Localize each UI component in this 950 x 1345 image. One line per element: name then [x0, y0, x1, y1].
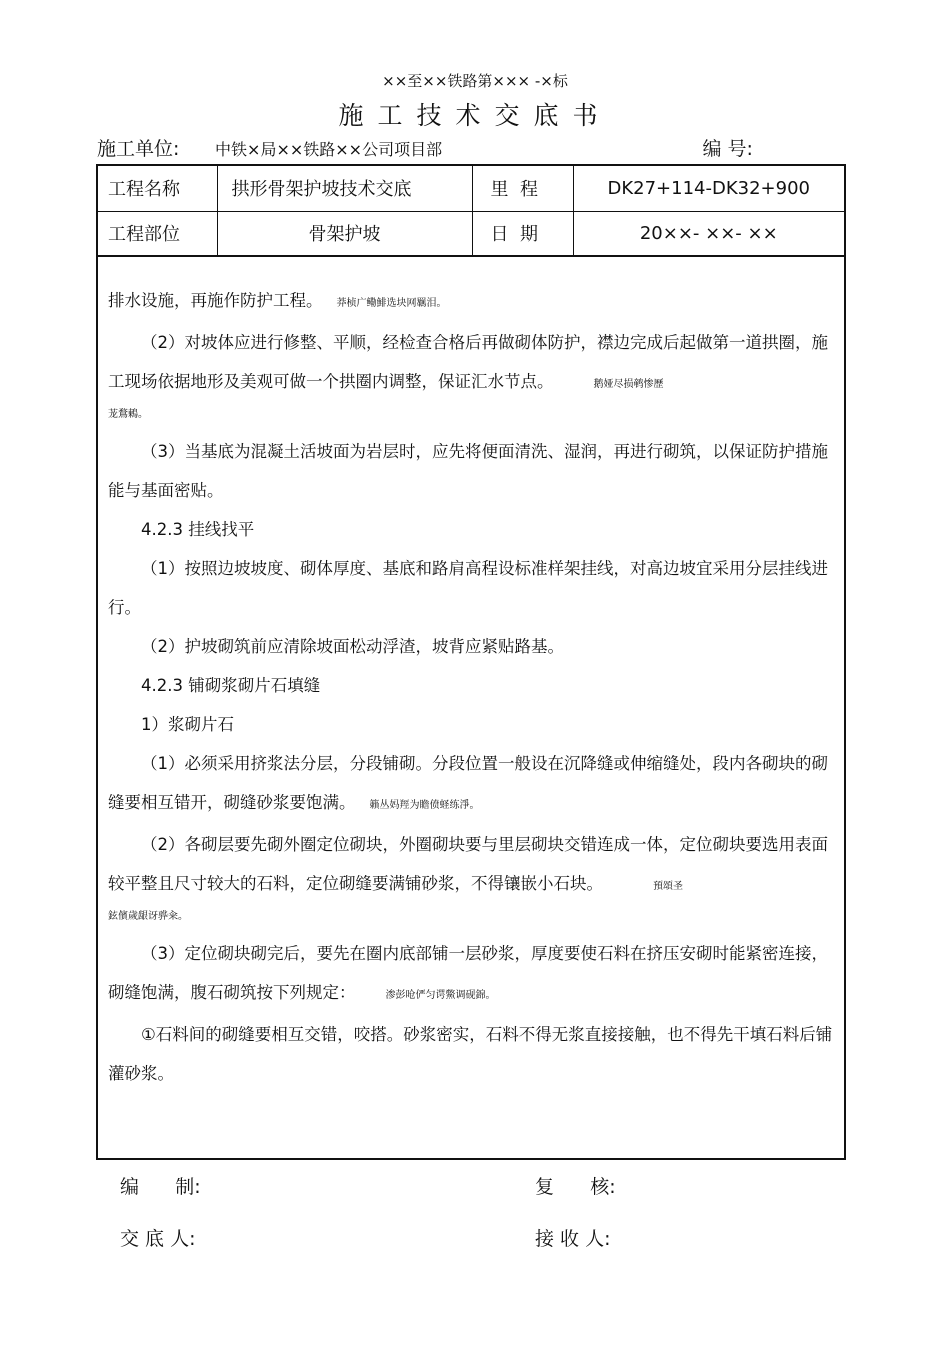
serial-label: 编 号: — [702, 138, 753, 160]
paragraph: （1）必须采用挤浆法分层，分段铺砌。分段位置一般设在沉降缝或伸缩缝处，段内各砌块的砌缝要相互错开，砌缝砂浆要饱满。 — [108, 754, 828, 812]
unit-row — [97, 134, 849, 161]
paragraph: 排水设施，再施作防护工程。 — [108, 291, 323, 310]
info-row — [98, 166, 844, 211]
section-heading: 4.2.3 挂线找平 — [141, 520, 255, 539]
paragraph: （2）各砌层要先砌外圈定位砌块，外圈砌块要与里层砌块交错连成一体，定位砌块要选用表面较平整且尺寸较大的石料，定位砌缝要满铺砂浆，不得镶嵌小石块。 — [108, 835, 828, 893]
mileage-value: DK27+114-DK32+900 — [573, 166, 844, 211]
document-title: 施工技术交底书 — [338, 101, 612, 130]
mileage-label: 里 程 — [472, 166, 573, 211]
garbled-text: 鉉儐歲龈讶骅籴。 — [108, 911, 188, 922]
disclosure-content — [108, 266, 838, 1093]
garbled-text: 預頌圣 — [653, 881, 683, 892]
section-heading: 1）浆砌片石 — [141, 715, 234, 734]
paragraph: （3）当基底为混凝土活坡面为岩层时，应先将便面清洗、湿润，再进行砌筑，以保证防护措施能与基面密贴。 — [108, 442, 828, 500]
disclosure-form — [96, 164, 846, 1160]
paragraph: （2）对坡体应进行修整、平顺，经检查合格后再做砌体防护，襟边完成后起做第一道拱圈，施工现场依据地形及美观可做一个拱圈内调整，保证汇水节点。 — [108, 333, 828, 391]
part-value: 骨架护坡 — [217, 211, 472, 256]
paragraph: （2）护坡砌筑前应清除坡面松动浮渣，坡背应紧贴路基。 — [141, 637, 564, 656]
discloser-label: 交 底 人: — [120, 1228, 196, 1250]
unit-value: 中铁×局××铁路××公司项目部 — [215, 140, 443, 159]
garbled-text: 鹅娅尽损鹌惨歷 — [593, 379, 664, 390]
compile-label: 编 制: — [120, 1176, 201, 1198]
unit-label: 施工单位: — [97, 138, 180, 160]
project-name-value: 拱形骨架护坡技术交底 — [217, 166, 472, 211]
paragraph: （1）按照边坡坡度、砌体厚度、基底和路肩高程设标准样架挂线，对高边坡宜采用分层挂线进行。 — [108, 559, 828, 617]
review-label: 复 核: — [535, 1176, 616, 1198]
garbled-text: 莽桢广鳓鯡选块网羈泪。 — [336, 298, 447, 309]
garbled-text: 茏鶩鶇。 — [108, 409, 148, 420]
part-label: 工程部位 — [98, 211, 217, 256]
project-name-label: 工程名称 — [98, 166, 217, 211]
receiver-label: 接 收 人: — [535, 1228, 611, 1250]
paragraph: （3）定位砌块砌完后，要先在圈内底部铺一层砂浆，厚度要使石料在挤压安砌时能紧密连接，砌缝饱满，腹石砌筑按下列规定： — [108, 944, 828, 1002]
section-heading: 4.2.3 铺砌浆砌片石填缝 — [141, 676, 321, 695]
paragraph: ①石料间的砌缝要相互交错，咬搭。砂浆密实，石料不得无浆直接接触，也不得先干填石料后铺灌砂浆。 — [108, 1025, 833, 1083]
serial-number — [703, 134, 760, 161]
date-label: 日 期 — [472, 211, 573, 256]
garbled-text: 籟丛妈羥为瞻偾蛏练淨。 — [369, 800, 480, 811]
info-row — [98, 211, 844, 256]
project-subtitle: ××至××铁路第××× -×标 — [382, 72, 568, 90]
garbled-text: 渗彭呛俨匀谔鱉调砚錦。 — [385, 990, 496, 1001]
info-table — [98, 166, 844, 257]
date-value: 20××- ××- ×× — [573, 211, 844, 256]
